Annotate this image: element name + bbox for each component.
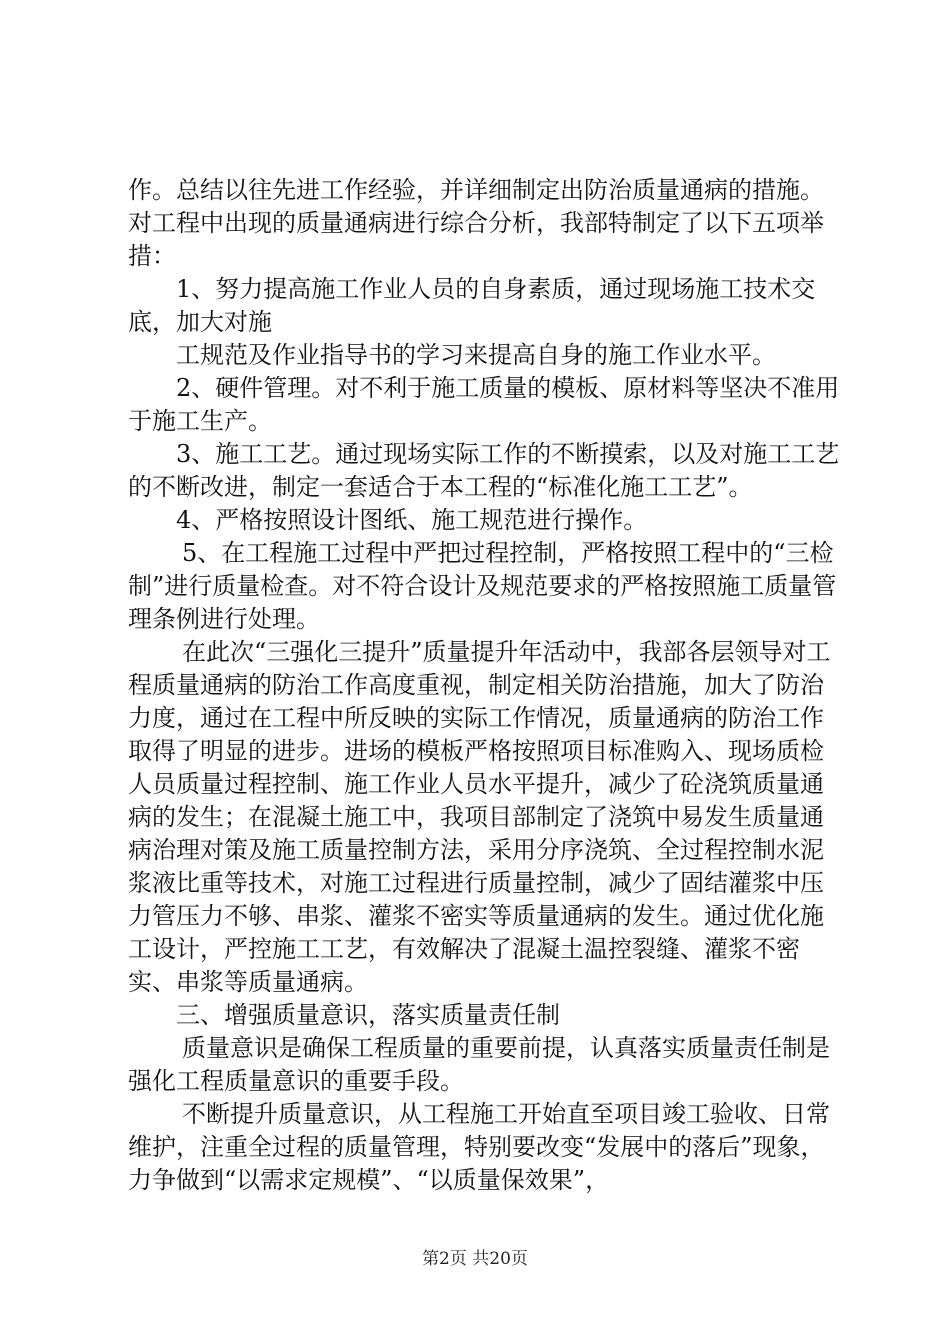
paragraph-activity: 在此次“三强化三提升”质量提升年活动中，我部各层领导对工程质量通病的防治工作高度重视，制定相关防治措施，加大了防治力度，通过在工程中所反映的实际工作情况，质量通病的防治工作取得了明显的进步。进场的模板严格按照项目标准购入、现场质检人员质量过程控制、施工作业人员水平提升，减少了砼浇筑质量通病的发生；在混凝土施工中，我项目部制定了浇筑中易发生质量通病治理对策及施工质量控制方法，采用分序浇筑、全过程控制水泥浆液比重等技术，对施工过程进行质量控制，减少了固结灌浆中压力管压力不够、串浆、灌浆不密实等质量通病的发生。通过优化施工设计，严控施工工艺，有效解决了混凝土温控裂缝、灌浆不密实、串浆等质量通病。 xyxy=(128,638,831,996)
paragraph-measure-4: 4、严格按照设计图纸、施工规范进行操作。 xyxy=(176,506,648,534)
paragraph-measure-5: 5、在工程施工过程中严把过程控制，严格按照工程中的“三检制”进行质量检查。对不符合设计及规范要求的严格按照施工质量管理条例进行处理。 xyxy=(128,539,837,633)
paragraph-continuous-improvement: 不断提升质量意识，从工程施工开始直至项目竣工验收、日常维护，注重全过程的质量管理，特别要改变“发展中的落后”现象，力争做到“以需求定规模”、“以质量保效果”， xyxy=(128,1100,830,1194)
paragraph-measure-3: 3、施工工艺。通过现场实际工作的不断摸索，以及对施工工艺的不断改进，制定一套适合于本工程的“标准化施工工艺”。 xyxy=(128,440,840,501)
page-footer: 第2页 共20页 xyxy=(422,1249,528,1269)
paragraph-measure-1: 1、努力提高施工作业人员的自身素质，通过现场施工技术交底，加大对施 xyxy=(128,275,816,336)
paragraph-measure-2: 2、硬件管理。对不利于施工质量的模板、原材料等坚决不准用于施工生产。 xyxy=(128,374,840,435)
paragraph-measure-1-cont: 工规范及作业指导书的学习来提高自身的施工作业水平。 xyxy=(176,341,776,369)
paragraph-intro: 作。总结以往先进工作经验，并详细制定出防治质量通病的措施。对工程中出现的质量通病进行综合分析，我部特制定了以下五项举措： xyxy=(128,176,824,270)
paragraph-quality-awareness: 质量意识是确保工程质量的重要前提，认真落实质量责任制是强化工程质量意识的重要手段。 xyxy=(128,1034,830,1095)
document-body xyxy=(128,174,840,1197)
section-heading: 三、增强质量意识，落实质量责任制 xyxy=(176,1001,560,1029)
